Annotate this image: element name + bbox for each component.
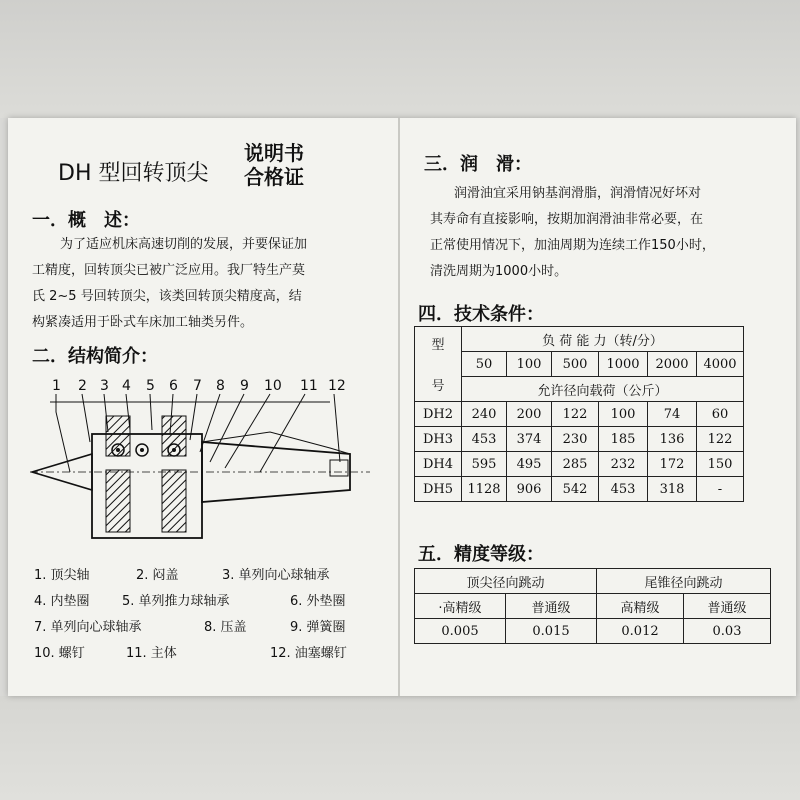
title-line1: 说明书 — [244, 141, 304, 165]
value-cell: 185 — [599, 427, 648, 452]
tolerance-cell: 0.03 — [684, 619, 771, 644]
value-cell: 318 — [648, 477, 697, 502]
load-capacity-header: 负 荷 能 力（转/分） — [462, 327, 744, 352]
tolerance-cell: 0.005 — [415, 619, 506, 644]
part-item: 3. 单列向心球轴承 — [222, 568, 330, 583]
grade-cell: ·高精级 — [415, 594, 506, 619]
value-cell: 136 — [648, 427, 697, 452]
radial-load-header: 允许径向载荷（公斤） — [462, 377, 744, 402]
part-number-label: 1 — [52, 378, 61, 394]
section-3-line: 其寿命有直接影响，按期加润滑油非常必要，在 — [430, 212, 704, 227]
section-3-line: 润滑油宜采用钠基润滑脂，润滑情况好坏对 — [454, 186, 702, 201]
grade-cell: 普通级 — [684, 594, 771, 619]
part-number-label: 11 — [300, 378, 318, 394]
grade-cell: 普通级 — [506, 594, 597, 619]
value-cell: 285 — [552, 452, 599, 477]
part-item: 7. 单列向心球轴承 — [34, 620, 142, 635]
part-number-label: 9 — [240, 378, 249, 394]
value-cell: 453 — [462, 427, 507, 452]
value-cell: 230 — [552, 427, 599, 452]
section-3-line: 清洗周期为1000小时。 — [430, 264, 568, 279]
value-cell: 150 — [697, 452, 744, 477]
background-bottom — [0, 696, 800, 800]
paper-fold — [398, 118, 400, 696]
speed-cell: 2000 — [648, 352, 697, 377]
model-header-cell — [415, 327, 462, 402]
part-item: 1. 顶尖轴 — [34, 568, 90, 583]
value-cell: 172 — [648, 452, 697, 477]
value-cell: 74 — [648, 402, 697, 427]
model-cell: DH2 — [415, 402, 462, 427]
value-cell: 200 — [507, 402, 552, 427]
part-number-label: 12 — [328, 378, 346, 394]
model-cell: DH5 — [415, 477, 462, 502]
section-4-heading: 四．技术条件： — [418, 304, 544, 325]
grade-cell: 高精级 — [597, 594, 684, 619]
part-number-label: 10 — [264, 378, 282, 394]
value-cell: 122 — [552, 402, 599, 427]
precision-table — [414, 568, 771, 644]
part-number-label: 6 — [169, 378, 178, 394]
speed-cell: 500 — [552, 352, 599, 377]
part-item: 10. 螺钉 — [34, 646, 85, 661]
section-1-line: 氏 2~5 号回转顶尖，该类回转顶尖精度高，结 — [32, 289, 302, 304]
speed-cell: 1000 — [599, 352, 648, 377]
table-row — [415, 452, 744, 477]
part-number-label: 8 — [216, 378, 225, 394]
part-item: 4. 内垫圈 — [34, 594, 90, 609]
value-cell: 60 — [697, 402, 744, 427]
value-cell: 495 — [507, 452, 552, 477]
part-item: 2. 闷盖 — [136, 568, 179, 583]
tech-table — [414, 326, 744, 502]
tolerance-cell: 0.012 — [597, 619, 684, 644]
tip-runout-header: 顶尖径向跳动 — [415, 569, 597, 594]
title-main: DH 型回转顶尖 — [58, 161, 209, 186]
part-number-label: 7 — [193, 378, 202, 394]
tolerance-cell: 0.015 — [506, 619, 597, 644]
section-1-line: 为了适应机床高速切削的发展，并要保证加 — [60, 237, 308, 252]
part-number-label: 3 — [100, 378, 109, 394]
value-cell: 122 — [697, 427, 744, 452]
part-item: 11. 主体 — [126, 646, 177, 661]
part-number-label: 5 — [146, 378, 155, 394]
part-item: 5. 单列推力球轴承 — [122, 594, 230, 609]
value-cell: - — [697, 477, 744, 502]
table-row — [415, 427, 744, 452]
value-cell: 240 — [462, 402, 507, 427]
part-item: 6. 外垫圈 — [290, 594, 346, 609]
value-cell: 542 — [552, 477, 599, 502]
section-1-heading: 一．概 述： — [32, 210, 140, 231]
section-1-line: 工精度，回转顶尖已被广泛应用。我厂特生产莫 — [32, 263, 306, 278]
table-row — [415, 402, 744, 427]
model-cell: DH3 — [415, 427, 462, 452]
section-1-line: 构紧凑适用于卧式车床加工轴类另件。 — [32, 315, 254, 330]
part-item: 12. 油塞螺钉 — [270, 646, 347, 661]
speed-cell: 50 — [462, 352, 507, 377]
value-cell: 1128 — [462, 477, 507, 502]
section-3-line: 正常使用情况下，加油周期为连续工作150小时， — [430, 238, 715, 253]
value-cell: 453 — [599, 477, 648, 502]
background-top — [0, 0, 800, 118]
part-item: 9. 弹簧圈 — [290, 620, 346, 635]
value-cell: 100 — [599, 402, 648, 427]
section-3-heading: 三．润 滑： — [424, 154, 532, 175]
part-number-label: 4 — [122, 378, 131, 394]
value-cell: 595 — [462, 452, 507, 477]
value-cell: 232 — [599, 452, 648, 477]
value-cell: 906 — [507, 477, 552, 502]
table-row — [415, 477, 744, 502]
live-center-diagram — [30, 372, 370, 552]
model-cell: DH4 — [415, 452, 462, 477]
model-header-top: 型 — [431, 338, 445, 353]
value-cell: 374 — [507, 427, 552, 452]
title-line2: 合格证 — [244, 165, 304, 189]
section-5-heading: 五．精度等级： — [418, 544, 544, 565]
part-item: 8. 压盖 — [204, 620, 247, 635]
section-2-heading: 二．结构简介： — [32, 346, 158, 367]
speed-cell: 100 — [507, 352, 552, 377]
model-header-bottom: 号 — [431, 379, 445, 394]
part-number-label: 2 — [78, 378, 87, 394]
speed-cell: 4000 — [697, 352, 744, 377]
taper-runout-header: 尾锥径向跳动 — [597, 569, 771, 594]
